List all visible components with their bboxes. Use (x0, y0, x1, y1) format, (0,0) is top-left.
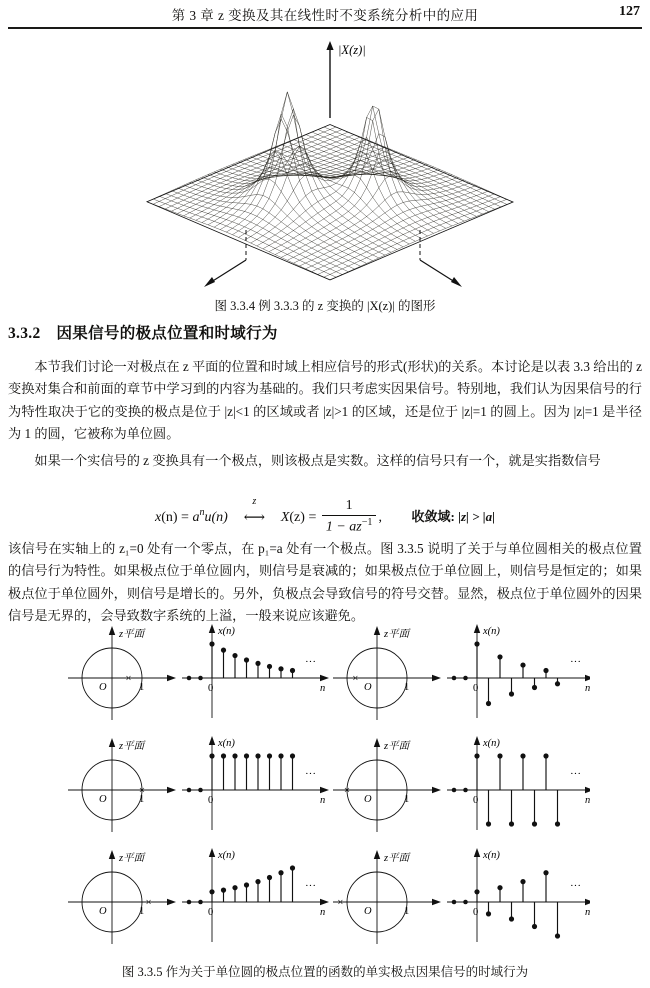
origin-label: O (364, 794, 372, 805)
re-axis-arrowhead-left (204, 277, 215, 287)
page-number: 127 (619, 4, 640, 19)
signal-label: x(n) (218, 738, 235, 749)
figure-panel-r1c2 (333, 624, 590, 720)
stem-dot (474, 641, 479, 646)
z-plane-panel (333, 738, 441, 832)
stem-dot (486, 911, 491, 916)
figure-panel-r3c2 (333, 848, 590, 944)
signal-label: x(n) (218, 626, 235, 637)
equation-denominator-main: 1 − az (325, 519, 362, 535)
equation-lhs-args: (n) (161, 509, 178, 525)
z-magnitude-axis-arrowhead (326, 41, 333, 50)
n-axis-arrowhead (320, 675, 329, 681)
stem-dot (532, 924, 537, 929)
n-axis-arrowhead (320, 899, 329, 905)
origin-label: O (364, 906, 372, 917)
n-axis-arrowhead (585, 787, 590, 793)
equation-comma: , (378, 509, 382, 525)
ellipsis: ··· (570, 768, 581, 780)
z-plane-panel (68, 738, 176, 832)
section-heading (8, 321, 278, 343)
stem-dot (474, 753, 479, 758)
z-magnitude-axis-label: |X(z)| (338, 43, 366, 57)
real-axis-arrowhead (432, 899, 441, 905)
pole-marker: × (352, 672, 359, 685)
amplitude-axis-arrowhead (209, 624, 215, 633)
stem-dot (474, 889, 479, 894)
n-axis-arrowhead (585, 675, 590, 681)
n-axis-label: n (585, 907, 590, 918)
amplitude-axis-arrowhead (209, 848, 215, 857)
stem-dot (532, 685, 537, 690)
stem-dot (290, 865, 295, 870)
n-axis-label: n (320, 907, 326, 918)
stem-dot (543, 870, 548, 875)
stem-dot (244, 657, 249, 662)
stem-dot (290, 668, 295, 673)
paragraph-1 (8, 356, 642, 446)
stem-dot (497, 885, 502, 890)
origin-label: O (99, 682, 107, 693)
stem-dot (221, 888, 226, 893)
unit-radius-label: 1 (139, 906, 145, 917)
running-head-title: 第 3 章 z 变换及其在线性时不变系统分析中的应用 (171, 8, 479, 23)
paragraph-1-text: 本节我们讨论一对极点在 z 平面的位置和时域上相应信号的形式(形状)的关系。本讨论是以表 3.3 给出的 z 变换对集合和前面的章节中学习到的内容为基础的。我们只考虑实因果信号。特别地，我们认为因果信号的行为特性取决于它的变换的极点是位于 |z|<1 的区域或者 |z|>1 的区域，还是位于 |z|=1 的圆上。因为 |z|=1 是半径为 1 的圆，它被称为单位圆。 (8, 359, 642, 442)
stem-dot (520, 753, 525, 758)
paragraph-3-text: 该信号在实轴上的 z₁=0 处有一个零点，在 p₁=a 处有一个极点。图 3.3.5 说明了关于与单位圆相关的极点位置的信号行为特性。如果极点位于单位圆内，则信号是衰减的；如果极点位于单位圆上，则信号是恒定的；如果极点位于单位圆外，则信号是增长的。另外，负极点会导致信号的符号交替。显然，极点位于单位圆外的因果信号是无界的，会导致数字系统的上溢，一般来说应该避免。 (8, 541, 642, 624)
figure-panel-r2c1 (68, 736, 329, 832)
imaginary-axis-arrowhead (109, 626, 115, 635)
figure-panel-r3c1 (68, 848, 329, 944)
pole-position-grid-svg (60, 622, 590, 957)
stem-dot (555, 681, 560, 686)
stem-dot (509, 691, 514, 696)
stem-dot (187, 676, 192, 681)
amplitude-axis-arrowhead (474, 736, 480, 745)
stem-dot (452, 676, 457, 681)
stem-dot (221, 648, 226, 653)
stem-dot (187, 900, 192, 905)
imaginary-axis-arrowhead (109, 850, 115, 859)
signal-stem-plot (182, 848, 329, 942)
stem-dot (486, 821, 491, 826)
stem-dot (209, 889, 214, 894)
imaginary-axis-arrowhead (374, 850, 380, 859)
ellipsis: ··· (305, 880, 316, 892)
figure-3-3-4-surface-plot (120, 32, 540, 294)
z-plane-panel (68, 626, 176, 720)
ellipsis: ··· (570, 656, 581, 668)
unit-radius-label: 1 (404, 682, 410, 693)
z-plane-panel (333, 850, 441, 944)
section-title: 因果信号的极点位置和时域行为 (56, 325, 278, 342)
stem-dot (267, 753, 272, 758)
stem-dot (463, 788, 468, 793)
real-axis-arrowhead (167, 899, 176, 905)
stem-dot (255, 879, 260, 884)
real-axis-arrowhead (432, 675, 441, 681)
equation-denominator-exponent: −1 (361, 516, 373, 528)
stem-dot (463, 900, 468, 905)
n-axis-arrowhead (585, 899, 590, 905)
stem-dot (198, 676, 203, 681)
z-transform-arrow (231, 496, 277, 527)
origin-label: O (99, 794, 107, 805)
equation-fraction (322, 497, 377, 536)
amplitude-axis-arrowhead (474, 848, 480, 857)
stem-dot (255, 661, 260, 666)
header-divider (8, 27, 642, 29)
equation-equals-1: = (181, 509, 189, 525)
origin-label: O (99, 906, 107, 917)
stem-dot (520, 662, 525, 667)
z-transform-arrow-glyph: ⟷ (243, 510, 266, 527)
surface-mesh-wireframe (147, 92, 513, 280)
stem-dot (555, 933, 560, 938)
stem-dot (267, 875, 272, 880)
stem-dot (209, 641, 214, 646)
origin-label: O (364, 682, 372, 693)
stem-dot (244, 882, 249, 887)
pole-marker: × (343, 784, 351, 797)
equation-roc (411, 509, 495, 524)
stem-dot (187, 788, 192, 793)
ellipsis: ··· (305, 768, 316, 780)
roc-value: |z| > |a| (458, 508, 495, 524)
stem-dot (555, 821, 560, 826)
equation-u-of-n: u(n) (204, 509, 228, 525)
pole-marker: × (125, 672, 132, 685)
n-axis-arrowhead (320, 787, 329, 793)
z-plane-label: z平面 (384, 853, 410, 864)
stem-dot (278, 753, 283, 758)
n-axis-label: n (320, 795, 326, 806)
unit-radius-label: 1 (139, 682, 145, 693)
stem-dot (255, 753, 260, 758)
paragraph-2-text: 如果一个实信号的 z 变换具有一个极点，则该极点是实数。这样的信号只有一个，就是实指数信号 (34, 453, 601, 468)
signal-label: x(n) (483, 738, 500, 749)
real-axis-arrowhead (432, 787, 441, 793)
stem-dot (244, 753, 249, 758)
equation-a-base: a (192, 509, 200, 525)
stem-dot (278, 870, 283, 875)
amplitude-axis-arrowhead (474, 624, 480, 633)
n-axis-label: n (585, 683, 590, 694)
stem-dot (497, 654, 502, 659)
stem-dot (209, 753, 214, 758)
display-equation (0, 498, 650, 537)
signal-label: x(n) (218, 850, 235, 861)
paragraph-3 (8, 538, 642, 628)
z-plane-label: z平面 (119, 629, 145, 640)
equation-lhs-x: x (155, 509, 162, 525)
z-plane-label: z平面 (119, 853, 145, 864)
z-plane-label: z平面 (384, 741, 410, 752)
imaginary-axis-arrowhead (374, 626, 380, 635)
stem-dot (486, 701, 491, 706)
page-header (0, 4, 650, 30)
stem-dot (463, 676, 468, 681)
stem-dot (232, 885, 237, 890)
equation-a-exponent: n (199, 507, 205, 519)
stem-dot (232, 653, 237, 658)
surface-plot-svg (120, 32, 540, 294)
amplitude-axis-arrowhead (209, 736, 215, 745)
signal-label: x(n) (483, 626, 500, 637)
figure-panel-r2c2 (333, 736, 590, 832)
stem-dot (221, 753, 226, 758)
pole-marker: × (145, 896, 152, 909)
unit-radius-label: 1 (404, 794, 410, 805)
n-axis-label: n (585, 795, 590, 806)
zero-index-label: 0 (473, 683, 479, 694)
signal-stem-plot (182, 736, 329, 830)
signal-stem-plot (447, 624, 590, 718)
stem-dot (232, 753, 237, 758)
stem-dot (452, 788, 457, 793)
stem-dot (543, 668, 548, 673)
imaginary-axis-arrowhead (374, 738, 380, 747)
zero-index-label: 0 (473, 907, 479, 918)
pole-marker: × (337, 896, 344, 909)
stem-dot (520, 879, 525, 884)
n-axis-label: n (320, 683, 326, 694)
figure-3-3-4-caption: 图 3.3.4 例 3.3.3 的 z 变换的 |X(z)| 的图形 (214, 299, 436, 313)
stem-dot (278, 666, 283, 671)
figure-panel-r1c1 (68, 624, 329, 720)
real-axis-arrowhead (167, 787, 176, 793)
equation-rhs-X: X (280, 509, 290, 525)
z-plane-panel (68, 850, 176, 944)
zero-index-label: 0 (208, 907, 214, 918)
signal-label: x(n) (483, 850, 500, 861)
surface-base-outline (147, 125, 513, 280)
stem-dot (452, 900, 457, 905)
zero-index-label: 0 (473, 795, 479, 806)
zero-index-label: 0 (208, 683, 214, 694)
stem-dot (497, 753, 502, 758)
signal-stem-plot (182, 624, 329, 718)
pole-marker: × (138, 784, 146, 797)
equation-numerator: 1 (322, 497, 377, 516)
equation-denominator (322, 516, 377, 537)
real-axis-arrowhead (167, 675, 176, 681)
stem-dot (509, 821, 514, 826)
z-plane-panel (333, 626, 441, 720)
ellipsis: ··· (305, 656, 316, 668)
stem-dot (543, 753, 548, 758)
ellipsis: ··· (570, 880, 581, 892)
unit-radius-label: 1 (139, 794, 145, 805)
equation-rhs-args: (z) (289, 509, 305, 525)
stem-dot (509, 916, 514, 921)
signal-stem-plot (447, 848, 590, 942)
z-transform-arrow-label: z (252, 496, 257, 508)
figure-3-3-5-pole-plots (60, 622, 590, 957)
im-axis-arrowhead-right (451, 277, 462, 287)
figure-3-3-5-caption: 图 3.3.5 作为关于单位圆的极点位置的函数的单实极点因果信号的时域行为 (121, 965, 529, 979)
imaginary-axis-arrowhead (109, 738, 115, 747)
z-plane-label: z平面 (384, 629, 410, 640)
stem-dot (198, 900, 203, 905)
stem-dot (532, 821, 537, 826)
roc-label: 收敛域: (411, 508, 455, 524)
paragraph-2 (8, 450, 642, 472)
zero-index-label: 0 (208, 795, 214, 806)
stem-dot (267, 664, 272, 669)
unit-radius-label: 1 (404, 906, 410, 917)
stem-dot (198, 788, 203, 793)
equation-equals-2: = (308, 509, 317, 525)
signal-stem-plot (447, 736, 590, 830)
stem-dot (290, 753, 295, 758)
z-plane-label: z平面 (119, 741, 145, 752)
section-number: 3.3.2 (8, 325, 41, 342)
